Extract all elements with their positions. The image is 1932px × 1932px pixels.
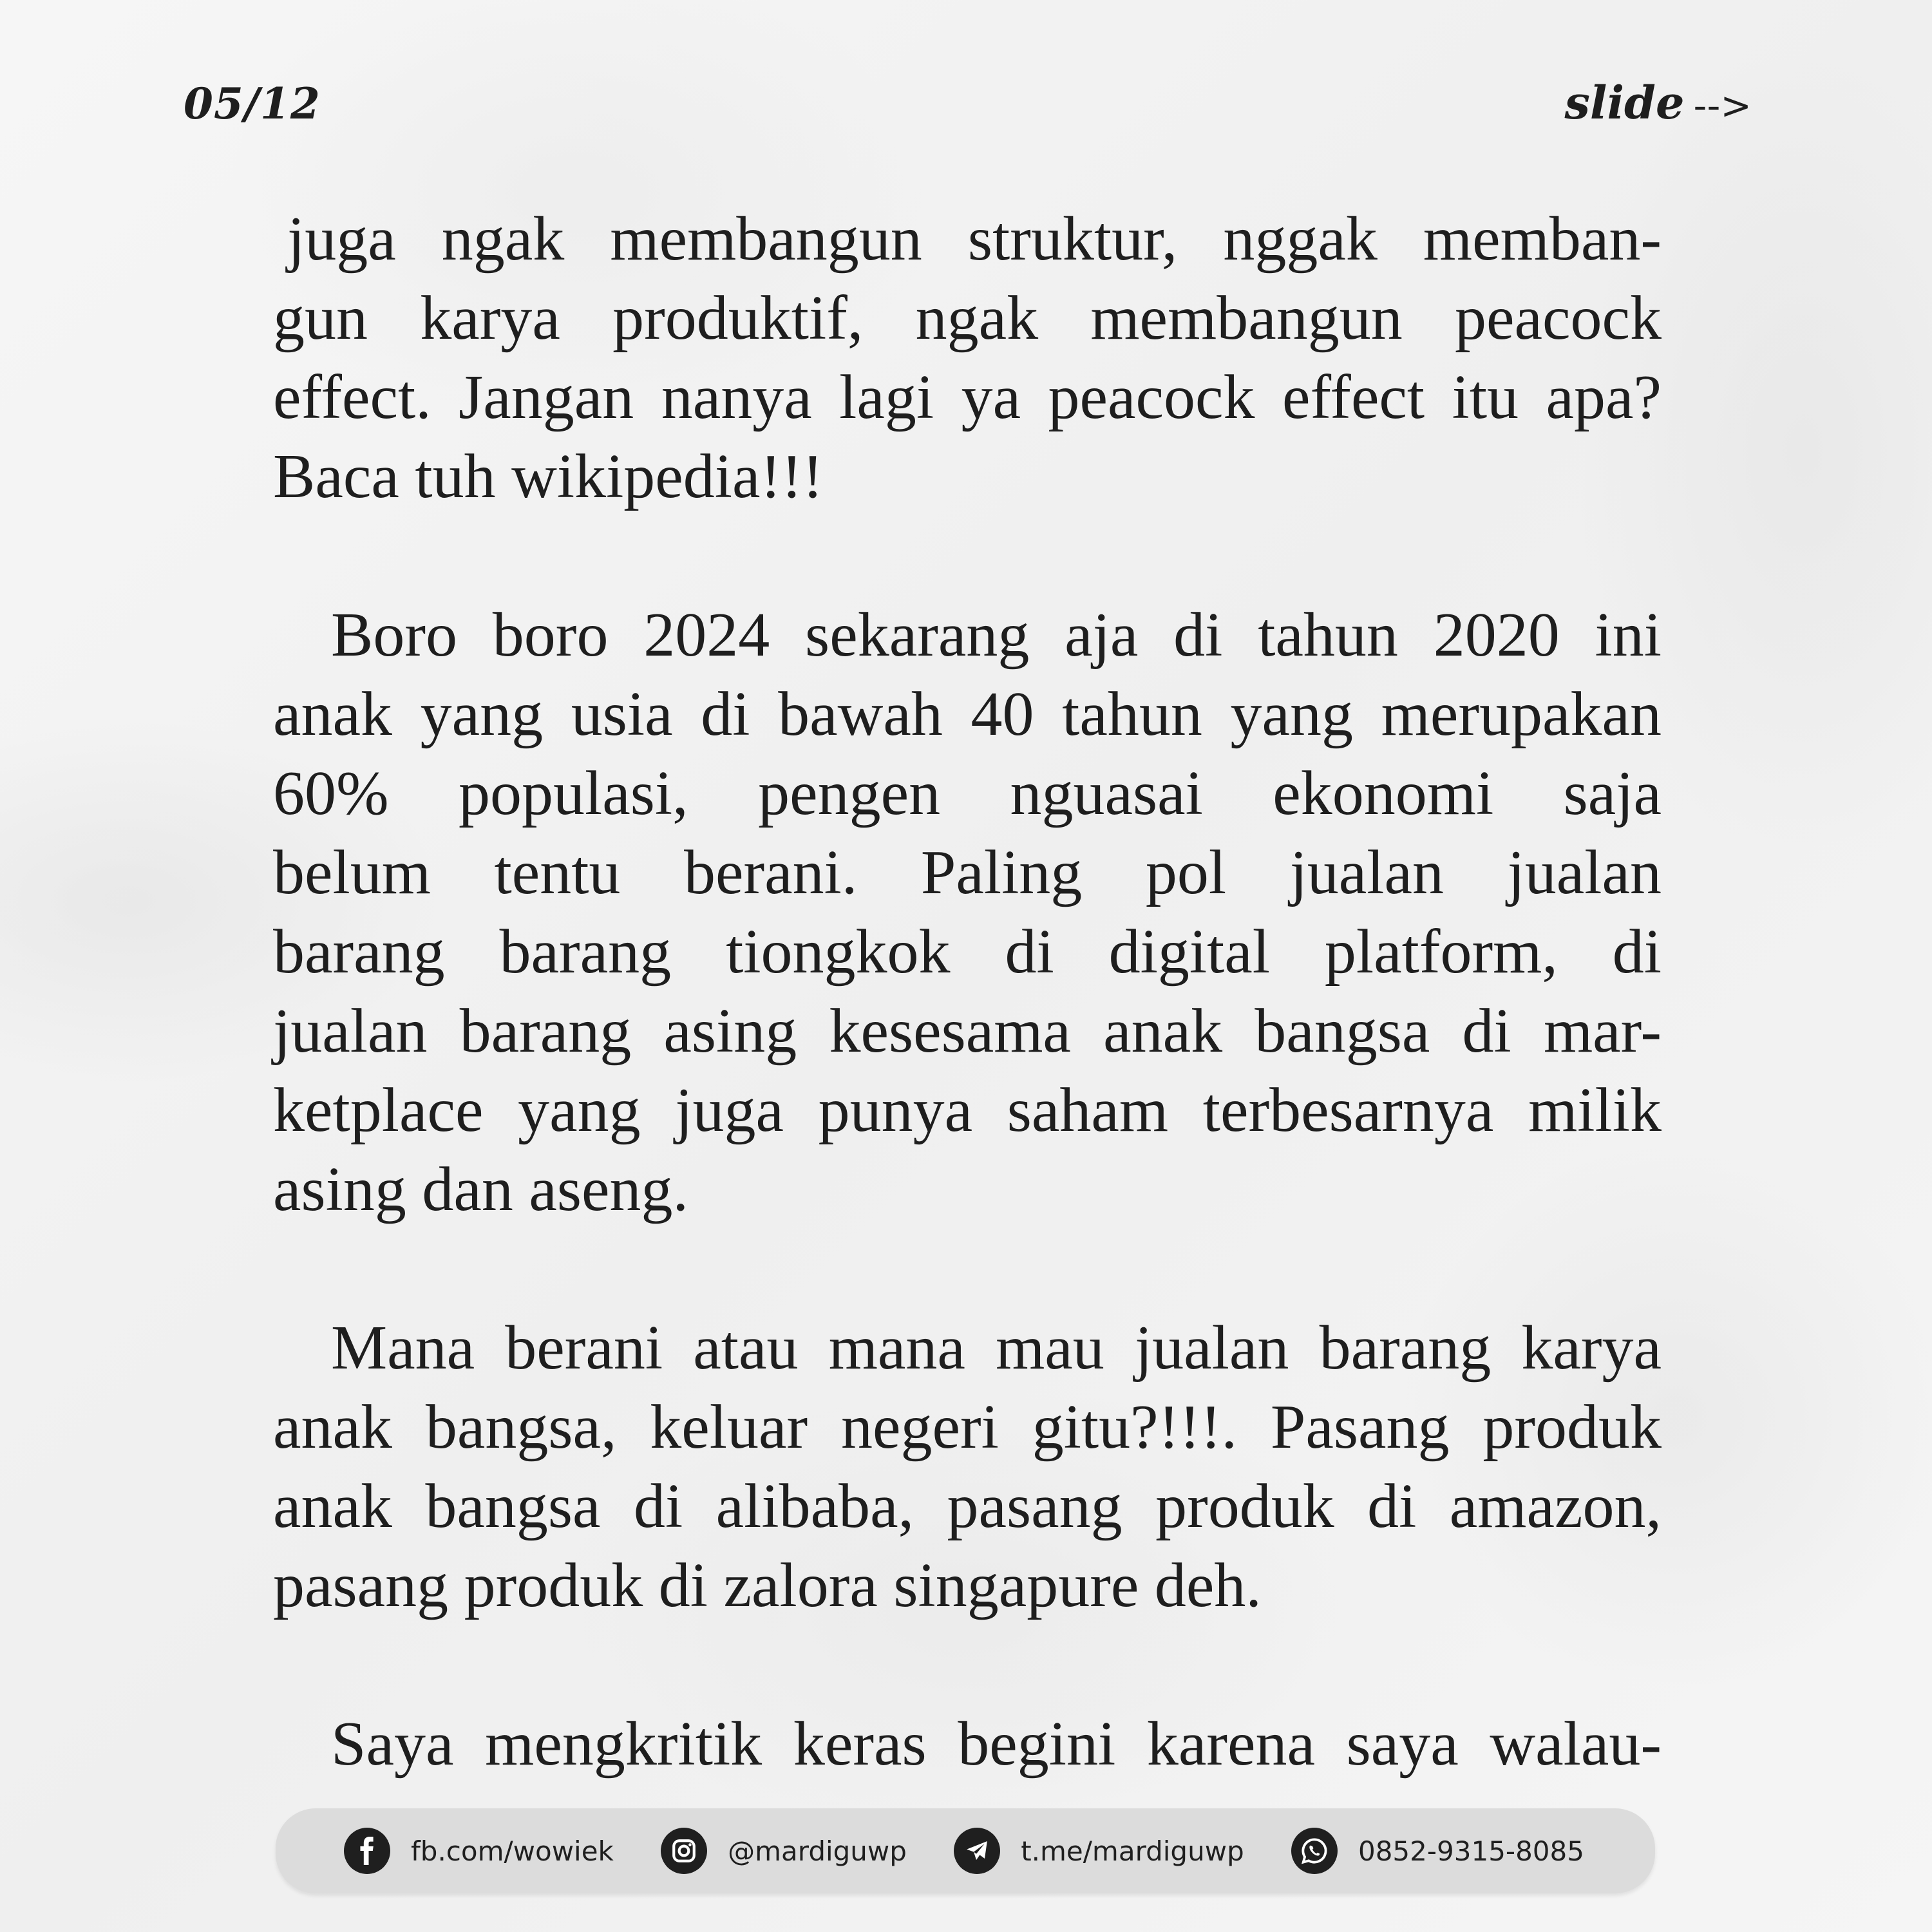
contact-label: @mardiguwp [728,1835,907,1867]
text-line: Mana berani atau mana mau jualan barang karya [331,1313,1662,1383]
arrow-right-icon: --> [1693,84,1752,128]
contact-bar [276,1808,1655,1893]
text-line: anak bangsa, keluar negeri gitu?!!!. Pasang produk [273,1392,1662,1462]
contact-instagram[interactable] [661,1828,907,1874]
text-line: juga ngak membangun struktur, nggak memban- [287,204,1662,274]
paragraph-1 [273,200,1662,516]
paragraph-gap [273,1625,1662,1705]
page-counter: 05/12 [184,79,321,129]
body-text [273,200,1662,1784]
text-line: effect. Jangan nanya lagi ya peacock effect itu apa? [273,363,1662,432]
facebook-icon [344,1828,390,1874]
text-line: barang barang tiongkok di digital platform, di [273,917,1662,987]
paragraph-3 [273,1309,1662,1625]
text-line: Boro boro 2024 sekarang aja di tahun 2020 ini [331,600,1662,670]
contact-label: t.me/mardiguwp [1021,1835,1244,1867]
paragraph-2 [273,596,1662,1229]
paragraph-4 [273,1705,1662,1784]
text-line: pasang produk di zalora singapure deh. [273,1551,1262,1620]
contact-whatsapp[interactable] [1291,1828,1584,1874]
text-line: anak yang usia di bawah 40 tahun yang merupakan [273,679,1662,749]
contact-label: 0852-9315-8085 [1358,1835,1584,1867]
text-line: 60% populasi, pengen nguasai ekonomi saja [273,759,1662,828]
text-line: gun karya produktif, ngak membangun peacock [273,283,1662,353]
text-line: Baca tuh wikipedia!!! [273,442,824,511]
whatsapp-icon [1291,1828,1338,1874]
text-line: ketplace yang juga punya saham terbesarnya milik [273,1075,1662,1145]
text-line: anak bangsa di alibaba, pasang produk di amazon, [273,1472,1662,1541]
slide-hint-label: slide [1564,76,1685,129]
text-line: Saya mengkritik keras begini karena saya walau- [331,1709,1662,1779]
telegram-icon [954,1828,1000,1874]
contact-label: fb.com/wowiek [411,1835,614,1867]
contact-telegram[interactable] [954,1828,1244,1874]
text-line: jualan barang asing kesesama anak bangsa di mar- [273,996,1662,1066]
slide-hint [1564,76,1752,129]
contact-facebook[interactable] [344,1828,614,1874]
text-line: belum tentu berani. Paling pol jualan jualan [273,838,1662,907]
text-line: asing dan aseng. [273,1155,688,1224]
paragraph-gap [273,516,1662,596]
instagram-icon [661,1828,707,1874]
paragraph-gap [273,1229,1662,1309]
